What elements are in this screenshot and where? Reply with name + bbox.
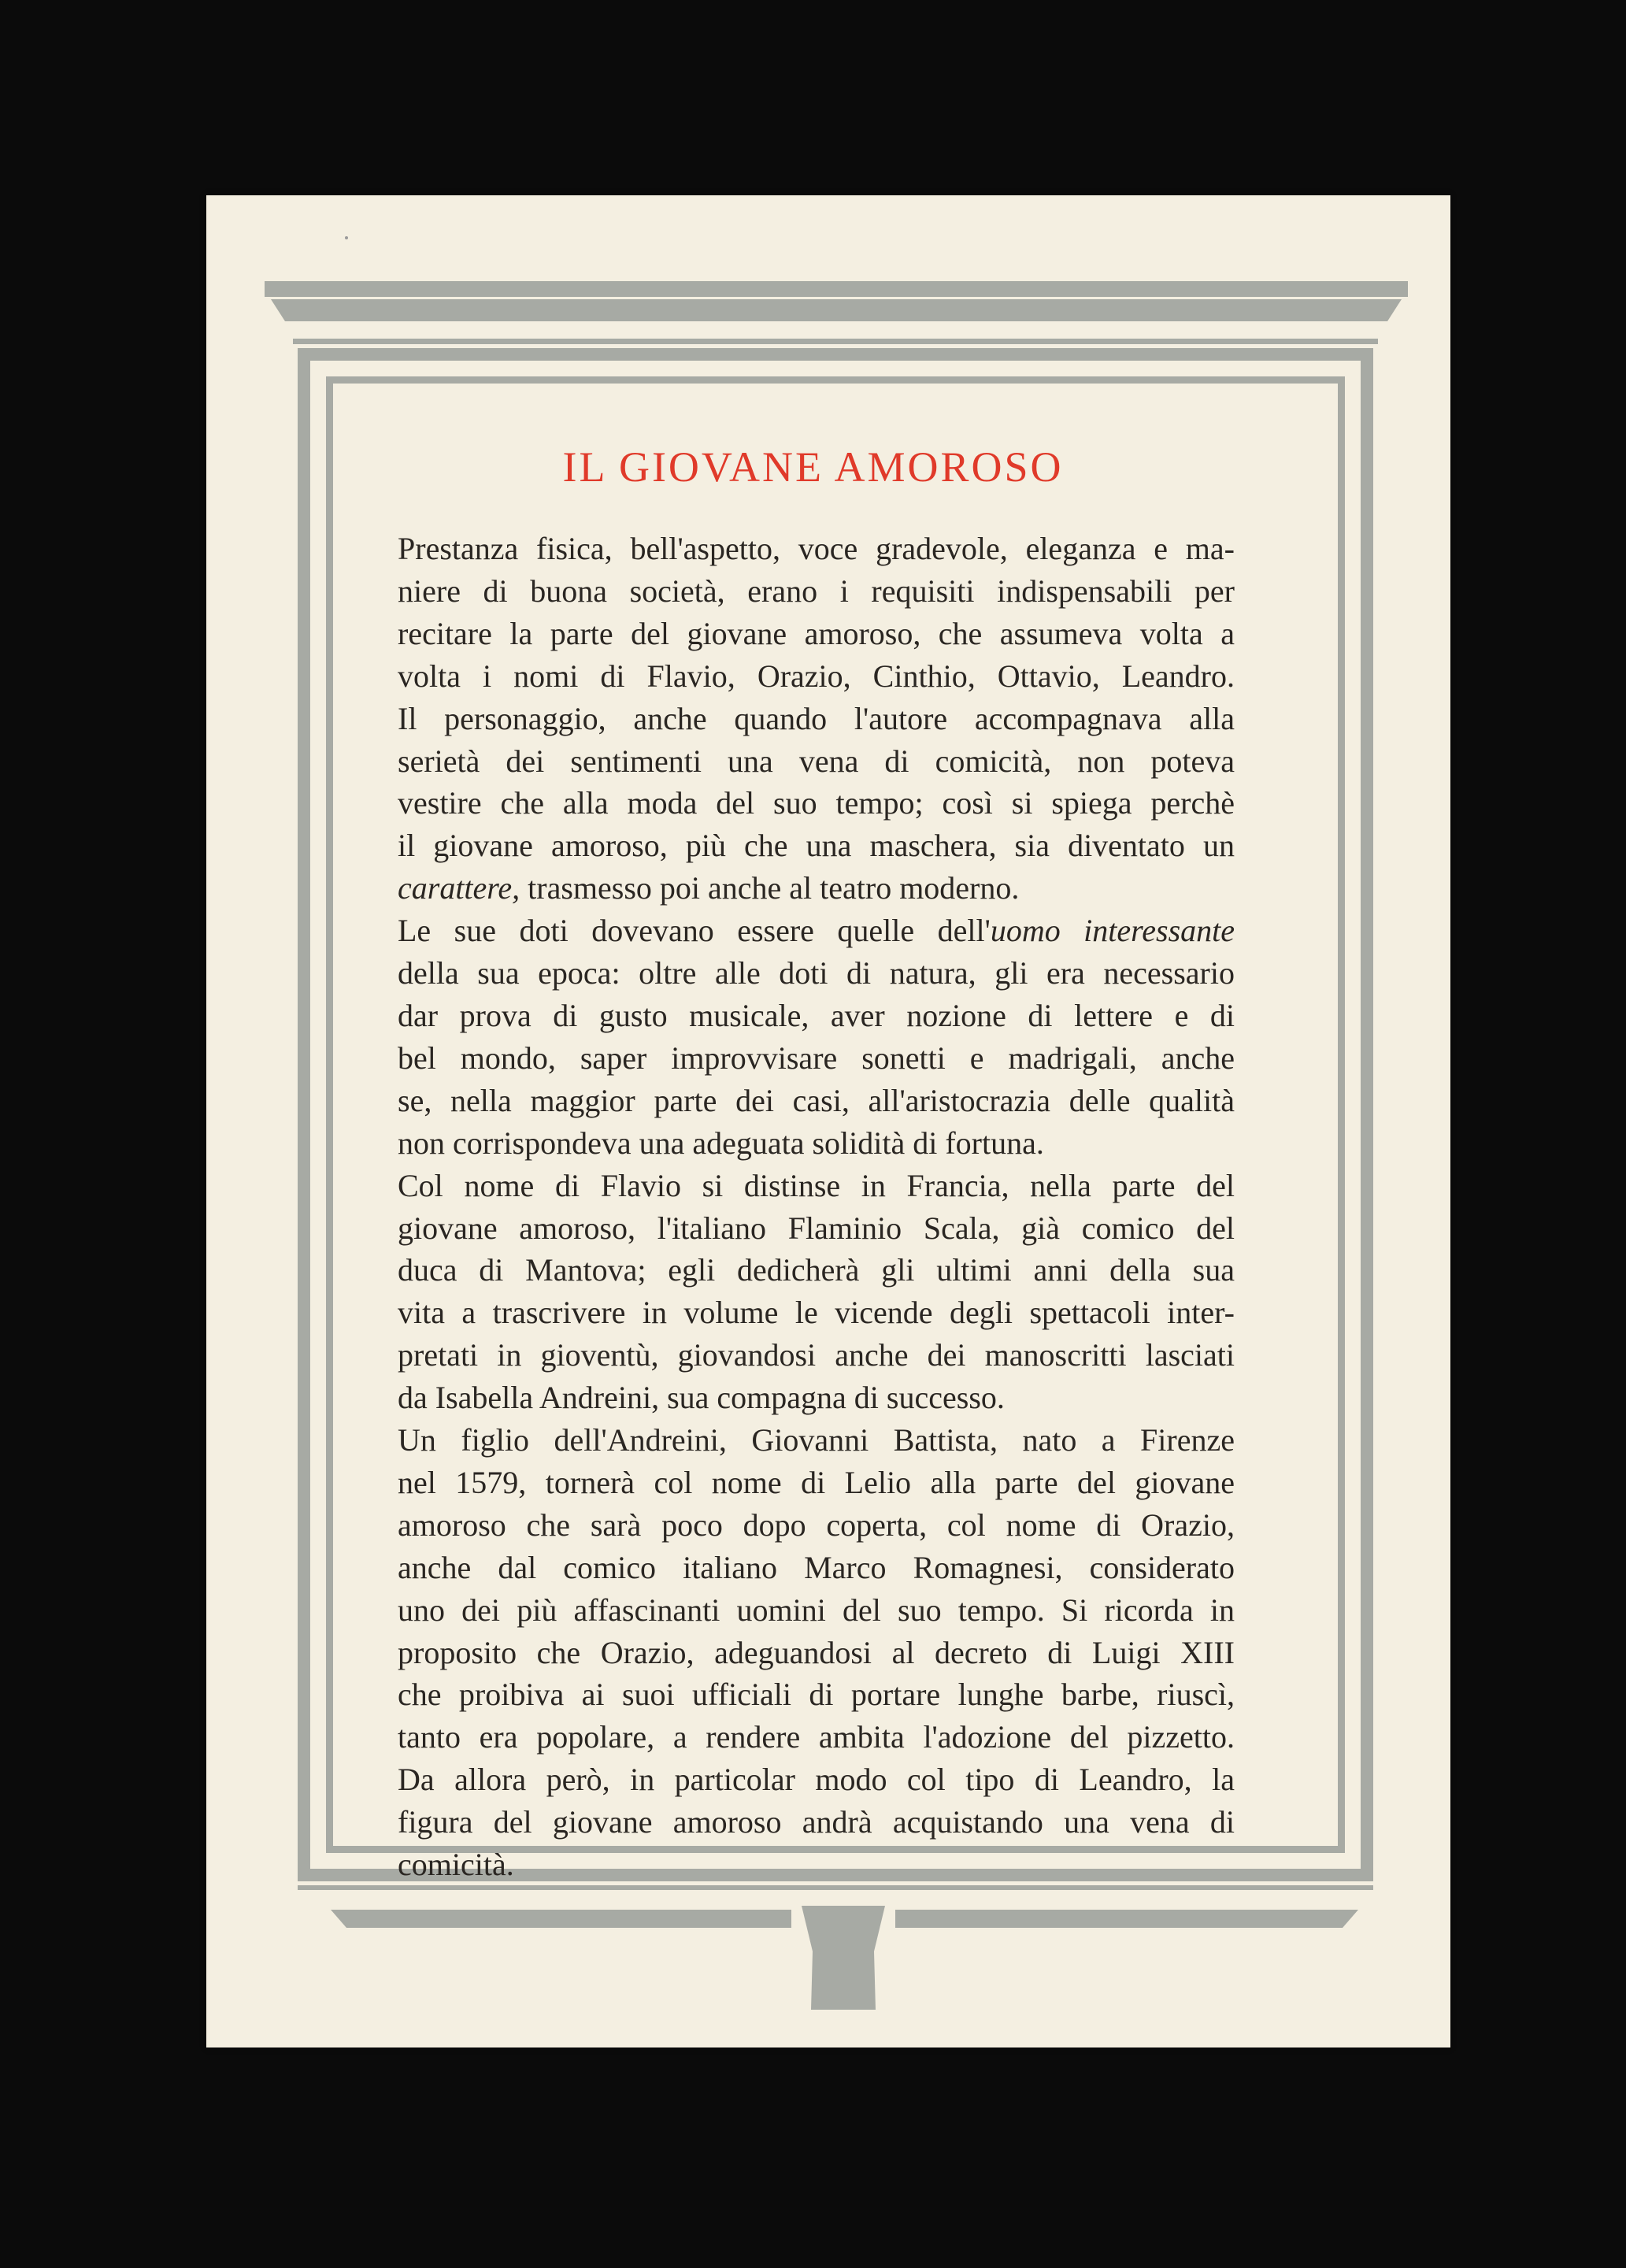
text-span: niere di buona società, erano i requisiti indispensabili per [398,573,1235,609]
text-line [398,1801,1235,1844]
text-line [398,1547,1235,1589]
text-span: Prestanza fisica, bell'aspetto, voce gradevole, eleganza e ma- [398,531,1235,566]
text-span: non corrispondeva una adeguata solidità di fortuna. [398,1125,1044,1161]
bottom-base-left [331,1910,791,1928]
text-span: comicità. [398,1847,514,1883]
text-span: vestire che alla moda del suo tempo; così si spiega perchè [398,785,1235,821]
text-line [398,1249,1235,1292]
text-line [398,740,1235,783]
text-line [398,995,1235,1037]
text-span: volta i nomi di Flavio, Orazio, Cinthio, Ottavio, Leandro. [398,658,1235,694]
text-line [398,1037,1235,1080]
text-line [398,825,1235,867]
text-span: che proibiva ai suoi ufficiali di portare lunghe barbe, riuscì, [398,1677,1235,1713]
text-line [398,1165,1235,1207]
text-span: trasmesso poi anche al teatro moderno. [520,870,1020,906]
text-line [398,1504,1235,1547]
text-line [398,655,1235,698]
text-span: Da allora però, in particolar modo col tipo di Leandro, la [398,1762,1235,1798]
text-span: Un figlio dell'Andreini, Giovanni Battista, nato a Firenze [398,1422,1235,1458]
text-span: bel mondo, saper improvvisare sonetti e madrigali, anche [398,1040,1235,1076]
text-line [398,952,1235,995]
text-line [398,1080,1235,1122]
text-line [398,1377,1235,1419]
text-line [398,698,1235,740]
text-line [398,910,1235,952]
text-span: amoroso che sarà poco dopo coperta, col nome di Orazio, [398,1506,1235,1543]
text-line [398,570,1235,613]
text-span: serietà dei sentimenti una vena di comicità, non poteva [398,743,1235,779]
text-span: uno dei più affascinanti uomini del suo tempo. Si ricorda in [398,1592,1235,1628]
text-line [398,1589,1235,1632]
text-span: anche dal comico italiano Marco Romagnesi, considerato [398,1549,1235,1585]
text-span: pretati in gioventù, giovandosi anche dei manoscritti lasciati [398,1337,1235,1373]
text-span: giovane amoroso, l'italiano Flaminio Scala, già comico del [398,1210,1235,1246]
text-span: Col nome di Flavio si distinse in Francia, nella parte del [398,1167,1235,1203]
text-line [398,613,1235,655]
text-span: da Isabella Andreini, sua compagna di successo. [398,1380,1005,1416]
text-span: della sua epoca: oltre alle doti di natura, gli era necessario [398,955,1235,991]
text-line [398,1207,1235,1250]
text-line [398,1419,1235,1462]
text-line [398,867,1235,910]
text-span: il giovane amoroso, più che una maschera, sia diventato un [398,828,1235,864]
text-line [398,1673,1235,1716]
italic-term: uomo interessante [990,913,1235,949]
text-line [398,1334,1235,1377]
text-span: recitare la parte del giovane amoroso, che assumeva volta a [398,615,1235,651]
text-line [398,1122,1235,1165]
text-span: figura del giovane amoroso andrà acquistando una vena di [398,1804,1235,1840]
keystone [802,1906,885,2010]
body-text [398,528,1235,1886]
text-line [398,528,1235,570]
text-span: duca di Mantova; egli dedicherà gli ultimi anni della sua [398,1252,1235,1288]
text-line [398,1462,1235,1504]
page-title: IL GIOVANE AMOROSO [562,443,1064,491]
text-line [398,1716,1235,1758]
text-span: vita a trascrivere in volume le vicende degli spettacoli inter- [398,1295,1235,1331]
text-line [398,782,1235,825]
top-cornice-bevel [271,299,1402,321]
text-span: tanto era popolare, a rendere ambita l'adozione del pizzetto. [398,1719,1235,1755]
bottom-base-right [895,1910,1358,1928]
text-line [398,1758,1235,1801]
text-line [398,1844,1235,1886]
text-span: Le sue doti dovevano essere quelle dell' [398,913,991,949]
text-span: se, nella maggior parte dei casi, all'aristocrazia delle qualità [398,1082,1235,1118]
text-span: Il personaggio, anche quando l'autore accompagnava alla [398,700,1235,736]
text-line [398,1292,1235,1334]
text-span: nel 1579, tornerà col nome di Lelio alla parte del giovane [398,1464,1235,1500]
text-span: dar prova di gusto musicale, aver nozione di lettere e di [398,997,1235,1033]
text-span: proposito che Orazio, adeguandosi al decreto di Luigi XIII [398,1634,1235,1670]
text-line [398,1632,1235,1674]
italic-term: carattere, [398,870,520,906]
top-cornice-line [293,339,1378,344]
top-cornice-bar [265,281,1408,297]
